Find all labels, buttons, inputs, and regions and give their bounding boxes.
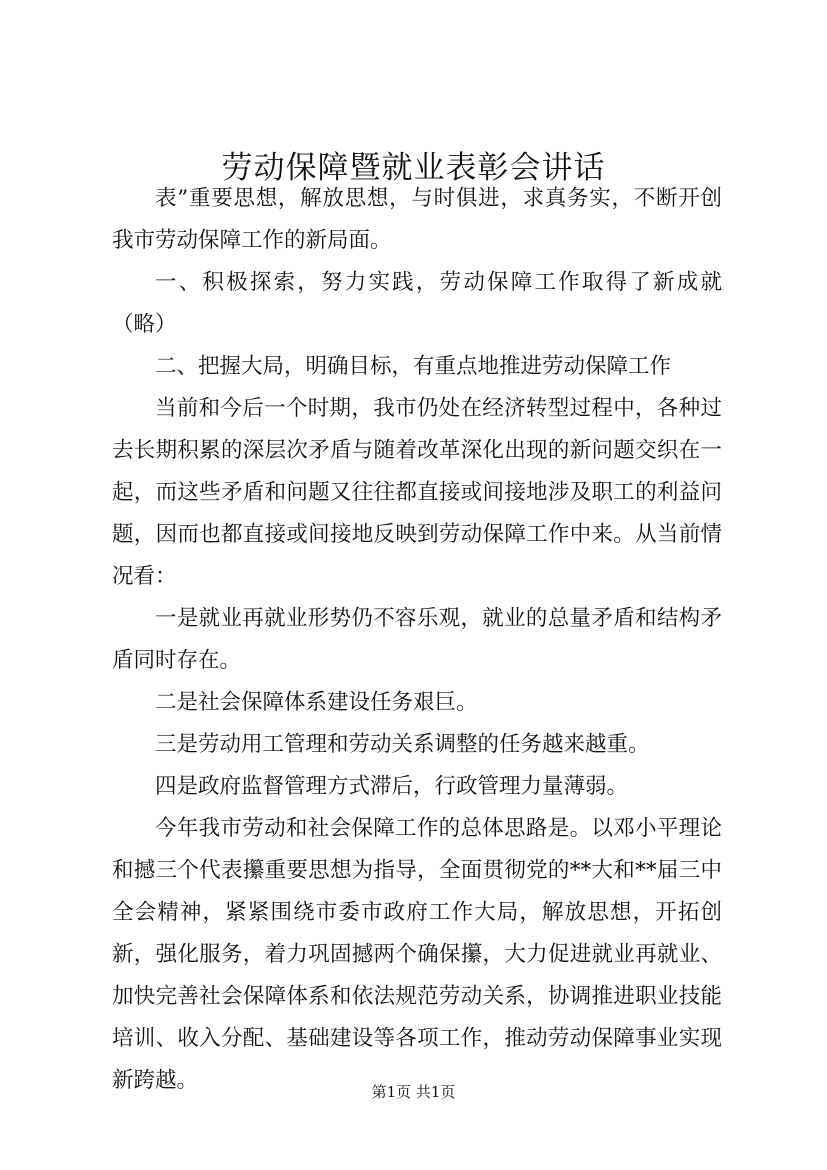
document-body	[112, 178, 722, 1102]
paragraph: 表”重要思想，解放思想，与时俱进，求真务实，不断开创我市劳动保障工作的新局面。	[112, 186, 722, 253]
paragraph: 一、积极探索，努力实践，劳动保障工作取得了新成就（略）	[112, 270, 722, 337]
paragraph: 今年我市劳动和社会保障工作的总体思路是。以邓小平理论和撼三个代表攥重要思想为指导，全面贯彻党的**大和**届三中全会精神，紧紧围绕市委市政府工作大局，解放思想，开拓创新，强化服务，着力巩固撼两个确保攥，大力促进就业再就业、加快完善社会保障体系和依法规范劳动关系，协调推进职业技能培训、收入分配、基础建设等各项工作，推动劳动保障事业实现新跨越。	[112, 816, 722, 1093]
paragraph: 二是社会保障体系建设任务艰巨。	[155, 690, 478, 715]
paragraph: 一是就业再就业形势仍不容乐观，就业的总量矛盾和结构矛盾同时存在。	[112, 606, 722, 673]
paragraph: 四是政府监督管理方式滞后，行政管理力量薄弱。	[155, 774, 629, 799]
paragraph: 二、把握大局，明确目标，有重点地推进劳动保障工作	[155, 354, 672, 379]
page-footer: 第1页 共1页	[371, 1083, 456, 1101]
paragraph: 当前和今后一个时期，我市仍处在经济转型过程中，各种过去长期积累的深层次矛盾与随着改革深化出现的新问题交织在一起，而这些矛盾和问题又往往都直接或间接地涉及职工的利益问题，因而也都直接或间接地反映到劳动保障工作中来。从当前情况看：	[112, 396, 722, 589]
document-title: 劳动保障暨就业表彰会讲话	[221, 150, 606, 186]
paragraph: 三是劳动用工管理和劳动关系调整的任务越来越重。	[155, 732, 650, 757]
